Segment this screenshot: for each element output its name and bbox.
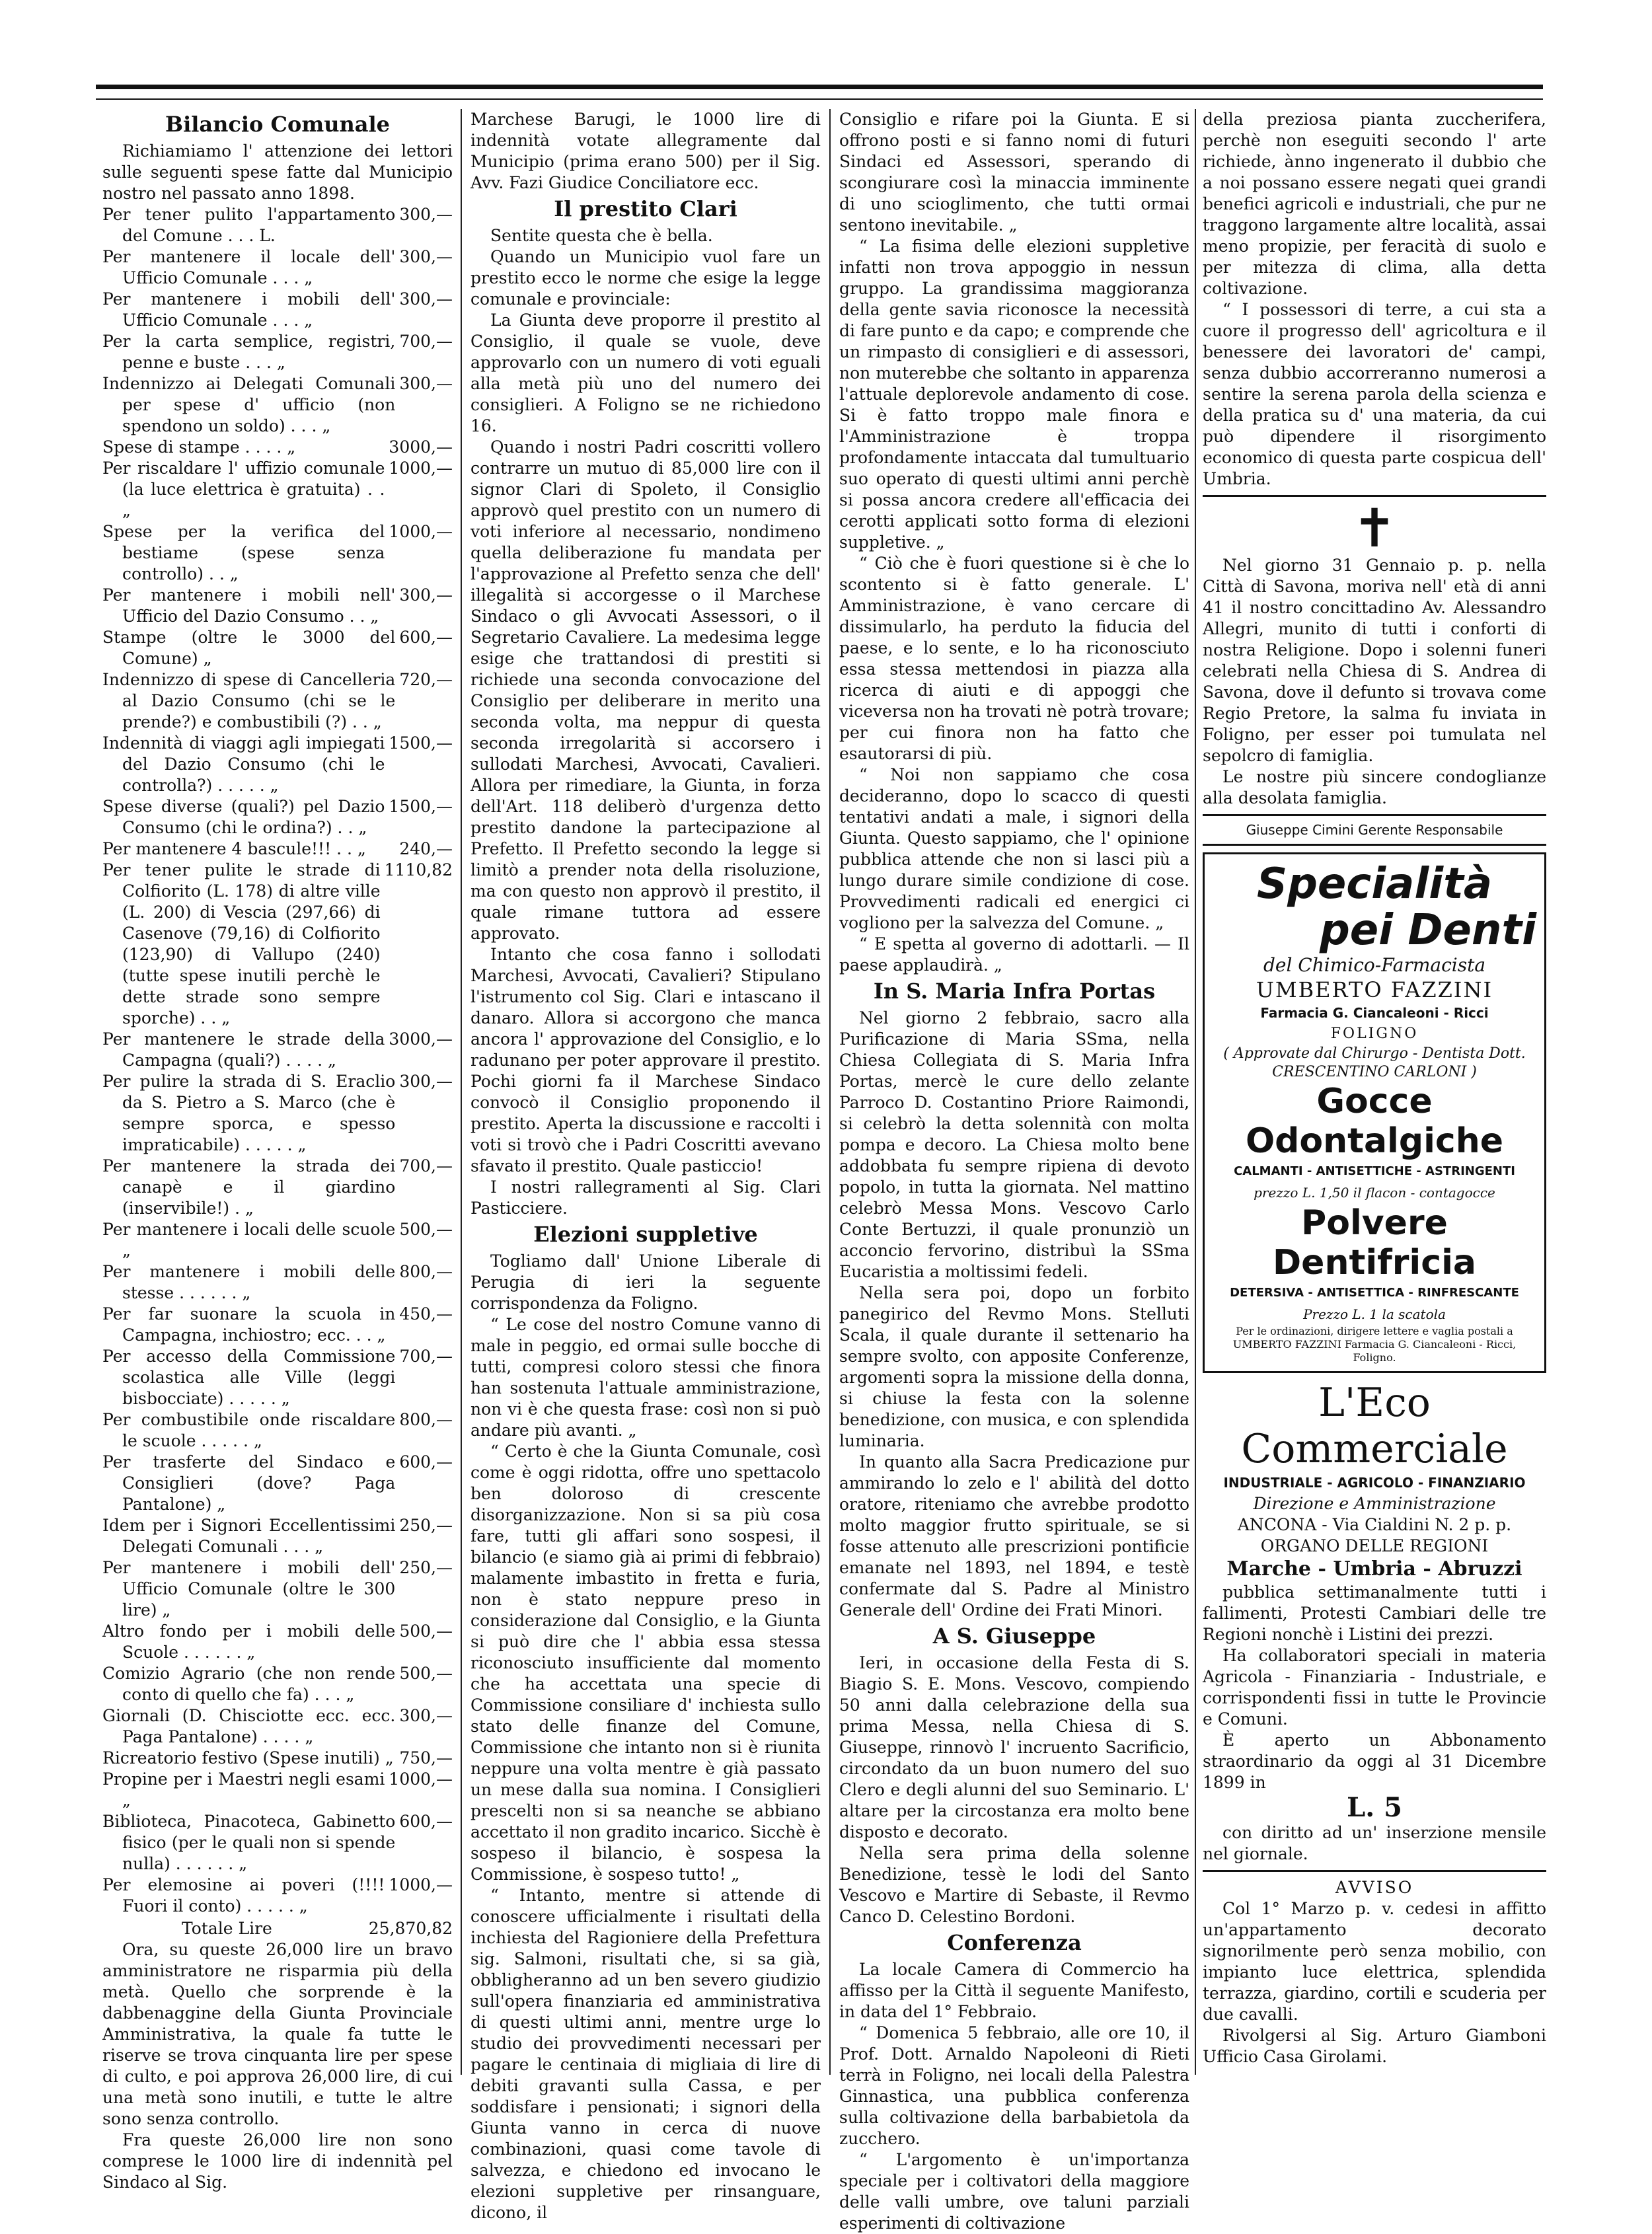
expense-value: 300,— xyxy=(399,585,453,605)
paragraph: Consiglio e rifare poi la Giunta. E si offrono posti e si fanno nomi di futuri Sindaci ed Assessori, sperando di scongiurare così la minaccia imminente di uno scioglimento, che tutti ormai sentono inevitabile. „ xyxy=(839,110,1189,235)
expense-row xyxy=(102,331,453,373)
eco-price: L. 5 xyxy=(1347,1792,1402,1823)
expense-text: Per mantenere i mobili dell' Ufficio Comunale . . . „ xyxy=(102,289,396,330)
expense-value: 500,— xyxy=(399,1664,453,1683)
expense-value: 700,— xyxy=(399,1347,453,1366)
expense-text: Stampe (oltre le 3000 del Comune) „ xyxy=(102,628,396,668)
article-title: A S. Giuseppe xyxy=(932,1623,1096,1649)
eco-commerciale xyxy=(1203,1380,1546,1865)
paragraph: Nella sera prima della solenne Benedizione, tessè le lodi del Santo Vescovo e Martire di Sebaste, il Revmo Canco D. Celestino Bordoni. xyxy=(839,1843,1189,1926)
expense-row xyxy=(102,1875,453,1917)
expense-text: Per mantenere le strade della Campagna (quali?) . . . . „ xyxy=(102,1029,385,1070)
ad-title: pei Denti xyxy=(1319,906,1536,955)
article-title: In S. Maria Infra Portas xyxy=(873,979,1156,1004)
expense-row xyxy=(102,1811,453,1875)
expense-text: Indennizzo ai Delegati Comunali per spese d' ufficio (non spendono un soldo) . . . „ xyxy=(102,374,396,435)
expense-text: Per mantenere 4 bascule!!! . . „ xyxy=(102,839,366,858)
expense-value: 500,— xyxy=(399,1220,453,1239)
article-title: Elezioni suppletive xyxy=(533,1222,758,1247)
expense-value: 1110,82 xyxy=(384,860,453,879)
paragraph: Quando un Municipio vuol fare un prestito ecco le norme che esige la legge comunale e provinciale: xyxy=(470,247,821,309)
expense-value: 3000,— xyxy=(389,1029,453,1049)
expense-text: Per mantenere i locali delle scuole „ xyxy=(102,1220,396,1260)
divider xyxy=(1203,814,1546,816)
expense-text: Comizio Agrario (che non rende conto di quello che fa) . . . „ xyxy=(102,1664,396,1704)
expense-text: Per far suonare la scuola in Campagna, inchiostro; ecc. . . „ xyxy=(102,1304,396,1345)
expense-value: 250,— xyxy=(399,1558,453,1577)
paragraph: della preziosa pianta zuccherifera, perchè non eseguiti secondo l' arte richiede, ànno ingenerato il dubbio che a noi possano essere negati quei grandi benefici agricoli e industriali, che pur ne traggono largamente altre località, assai meno propizie, per feracità di suolo e per mitezza di clima, alla detta coltivazione. xyxy=(1203,110,1546,298)
expense-row xyxy=(102,204,453,246)
expense-row xyxy=(102,1748,453,1769)
expense-value: 300,— xyxy=(399,1706,453,1725)
expense-text: Per trasferte del Sindaco e Consiglieri (dove? Paga Pantalone) „ xyxy=(102,1452,396,1514)
expense-row xyxy=(102,246,453,289)
obituary: Nel giorno 31 Gennaio p. p. nella Città di Savona, moriva nell' età di anni 41 il nostro concittadino Av. Alessandro Allegri, munito di tutti i conforti di nostra Religione. Dopo i solenni funeri celebrati nella Chiesa di S. Andrea di Savona, dove il defunto si trovava come Regio Pretore, la salma fu inviata in Foligno, per esser poi tumulata nel sepolcro di famiglia. xyxy=(1203,556,1546,765)
expense-value: 1500,— xyxy=(389,797,453,816)
paragraph: Rivolgersi al Sig. Arturo Giamboni Ufficio Casa Girolami. xyxy=(1203,2026,1546,2066)
eco-title: L'Eco Commerciale xyxy=(1241,1380,1508,1472)
paragraph: La locale Camera di Commercio ha affisso per la Città il seguente Manifesto, in data del 1° Febbraio. xyxy=(839,1960,1189,2021)
article-title: Conferenza xyxy=(947,1930,1082,1955)
expense-value: 800,— xyxy=(399,1410,453,1429)
expense-text: Giornali (D. Chisciotte ecc. ecc. Paga Pantalone) . . . . „ xyxy=(102,1706,396,1746)
expense-row xyxy=(102,521,453,585)
expense-text: Per pulire la strada di S. Eraclio da S. Pietro a S. Marco (che è sempre sporca, e spesso impraticabile) . . . . . „ xyxy=(102,1072,396,1154)
expense-list xyxy=(102,204,453,1917)
expense-row xyxy=(102,1156,453,1219)
expense-value: 240,— xyxy=(399,839,453,858)
ad-line: DETERSIVA - ANTISETTICA - RINFRESCANTE xyxy=(1230,1286,1519,1300)
expense-text: Propine per i Maestri negli esami „ xyxy=(102,1769,385,1810)
expense-text: Per tener pulito l'appartamento del Comune . . . L. xyxy=(102,205,396,245)
column-cronaca xyxy=(839,109,1189,2233)
expense-text: Per mantenere i mobili nell' Ufficio del Dazio Consumo . . „ xyxy=(102,585,396,626)
column-divider xyxy=(829,109,831,2075)
expense-value: 300,— xyxy=(399,289,453,309)
expense-text: Biblioteca, Pinacoteca, Gabinetto fisico (per le quali non si spende nulla) . . . . . . „ xyxy=(102,1812,396,1873)
paragraph: Nella sera poi, dopo un forbito panegirico del Revmo Mons. Stelluti Scala, il quale durante il settenario ha sempre svolto, con apposite Conferenze, argomenti sopra la missione della donna, si chiuse la festa con la solenne benedizione, con musica, e con splendida luminaria. xyxy=(839,1283,1189,1450)
expense-text: Indennità di viaggi agli impiegati del Dazio Consumo (chi le controlla?) . . . . . „ xyxy=(102,733,385,795)
ad-line: FOLIGNO xyxy=(1330,1025,1419,1042)
paragraph: I nostri rallegramenti al Sig. Clari Pasticciere. xyxy=(470,1177,821,1218)
paragraph: Quando i nostri Padri coscritti vollero contrarre un mutuo di 85,000 lire con il signor Clari di Spoleto, il Consiglio approvò quel prestito con un numero di voti inferiore al necessario, nondimeno quella deliberazione fu mandata per l'approvazione al Prefetto senza che dell' illegalità si accorgesse o il Marchese Sindaco o gli Avvocati Assessori, o il Segretario Cavaliere. La medesima legge esige che trattandosi di prestiti si richiede una seconda convocazione del Consiglio per deliberare in merito una seconda volta, ma neppur di questa seconda irregolarità si accorsero i sullodati Marchesi, Avvocati, Cavalieri. Allora per rimediare, la Giunta, in forza dell'Art. 118 deliberò d'urgenza detto prestito dandone la partecipazione al Prefetto. Il Prefetto secondo la legge si limitò a prender nota della risoluzione, ma con questo non approvò il prestito, il quale rimane tuttora ad essere approvato. xyxy=(470,437,821,943)
eco-addr: ANCONA - Via Cialdini N. 2 p. p. xyxy=(1237,1515,1512,1534)
expense-value: 300,— xyxy=(399,205,453,224)
expense-row xyxy=(102,1452,453,1515)
expense-value: 720,— xyxy=(399,670,453,689)
ad-line: Farmacia G. Ciancaleoni - Ricci xyxy=(1260,1005,1489,1021)
total-value: 25,870,82 xyxy=(368,1919,453,1938)
ad-line: UMBERTO FAZZINI xyxy=(1256,977,1493,1002)
paragraph: Col 1° Marzo p. v. cedesi in affitto un'appartamento decorato signorilmente però senza mobilio, con impianto luce elettrica, splendida terrazza, giardino, cortili e scuderia per due cavalli. xyxy=(1203,1899,1546,2024)
expense-text: Per mantenere il locale dell' Ufficio Comunale . . . „ xyxy=(102,247,396,287)
expense-text: Per mantenere i mobili dell' Ufficio Comunale (oltre le 300 lire) „ xyxy=(102,1558,396,1620)
paragraph: “ I possessori di terre, a cui sta a cuore il progresso dell' agricoltura e il benessere dei lavoratori de' campi, senza dubbio accorreranno numerosi a sentire la serena parola della scienza e della pratica su d' una materia, da cui può dipendere il risorgimento economico di questa parte cospicua dell' Umbria. xyxy=(1203,300,1546,488)
paragraph: È aperto un Abbonamento straordinario da oggi al 31 Dicembre 1899 in xyxy=(1203,1731,1546,1792)
expense-row xyxy=(102,860,453,1029)
expense-row xyxy=(102,289,453,331)
expense-value: 450,— xyxy=(399,1304,453,1323)
paragraph: Fra queste 26,000 lire non sono comprese le 1000 lire di indennità pel Sindaco al Sig. xyxy=(102,2130,453,2192)
expense-row xyxy=(102,1219,453,1261)
total-label: Totale Lire xyxy=(182,1919,272,1938)
expense-row xyxy=(102,1409,453,1452)
expense-text: Per riscaldare l' uffizio comunale (la luce elettrica è gratuita) . . „ xyxy=(102,459,385,520)
paragraph: Sentite questa che è bella. xyxy=(490,226,713,245)
expense-text: Per accesso della Commissione scolastica alle Ville (leggi bisbocciate) . . . . . „ xyxy=(102,1347,396,1408)
ad-line: del Chimico-Farmacista xyxy=(1263,954,1486,976)
expense-row xyxy=(102,1261,453,1304)
expense-row xyxy=(102,838,453,860)
paragraph: Togliamo dall' Unione Liberale di Perugia di ieri la seguente corrispondenza da Foligno. xyxy=(470,1251,821,1313)
top-rule xyxy=(96,85,1543,100)
divider xyxy=(1203,1870,1546,1872)
expense-row xyxy=(102,1705,453,1748)
paragraph: pubblica settimanalmente tutti i fallimenti, Protesti Cambiari delle tre Regioni nonchè i Listini dei prezzi. xyxy=(1203,1582,1546,1644)
expense-value: 300,— xyxy=(399,1072,453,1091)
expense-text: Per tener pulite le strade di Colfiorito (L. 178) di altre ville (L. 200) di Vescia (297,66) di Casenove (79,16) di Colfiorito (123,90) di Vallupo (240) (tutte spese inutili perchè le dette strade sono sempre sporche) . . „ xyxy=(102,860,381,1027)
divider xyxy=(1203,495,1546,497)
paragraph: “ Noi non sappiamo che cosa decideranno, dopo lo scacco di questi tentativi andati a male, i signori della Giunta. Questo sappiamo, che l' opinione pubblica attende che non si lasci più a lungo durare simile condizione di cose. Provvedimenti radicali ed energici ci vogliono per la salvezza del Comune. „ xyxy=(839,765,1189,932)
ad-line: Per le ordinazioni, dirigere lettere e vaglia postali a UMBERTO FAZZINI Farmacia G. Ciancaleoni - Ricci, Foligno. xyxy=(1232,1325,1517,1364)
expense-value: 600,— xyxy=(399,1452,453,1471)
expense-value: 1000,— xyxy=(389,1769,453,1789)
gerente-line: Giuseppe Cimini Gerente Responsabile xyxy=(1246,822,1503,838)
cross-icon: ✝ xyxy=(1352,498,1397,559)
paragraph: Ha collaboratori speciali in materia Agricola - Finanziaria - Industriale, e corrispondenti fissi in tutte le Provincie e Comuni. xyxy=(1203,1646,1546,1729)
ad-line: prezzo L. 1,50 il flacon - contagocce xyxy=(1254,1185,1495,1201)
paragraph: In quanto alla Sacra Predicazione pur ammirando lo zelo e l' abilità del dotto oratore, riteniamo che avrebbe prodotto molto maggior frutto spirituale, se si fosse attenuto alle prescrizioni pontificie emanate nel 1893, nel 1894, e testè confermate dal S. Padre al Ministro Generale dell' Ordine dei Frati Minori. xyxy=(839,1452,1189,1620)
expense-row xyxy=(102,1029,453,1071)
expense-text: Per mantenere i mobili delle stesse . . . . . . „ xyxy=(102,1262,396,1302)
paragraph: “ Certo è che la Giunta Comunale, così come è oggi ridotta, offre uno spettacolo ben doloroso di crescente disorganizzazione. Non si sa più cosa fare, tutti gli affari sono sospesi, il bilancio (e siamo già ai primi di febbraio) malamente imbastito in fretta e furia, non è stato neppure preso in considerazione dal Consiglio, e la Giunta si può dire che l' abbia essa stessa riconosciuto insufficiente dal momento che ha accettata una specie di Commissione consiliare d' inchiesta sullo stato delle finanze del Comune, Commissione che intanto non si è riunita neppure una volta mentre è già passato un mese dalla sua nomina. I Consiglieri prescelti non si sa neanche se abbiano accettato il non gradito incarico. Sicchè è sospeso il bilancio, è sospesa la Commissione, è sospeso tutto! „ xyxy=(470,1442,821,1884)
ad-line: CALMANTI - ANTISETTICHE - ASTRINGENTI xyxy=(1234,1164,1515,1178)
paragraph: “ Intanto, mentre si attende di conoscere ufficialmente i risultati della inchiesta del Ragioniere della Prefettura sig. Salmoni, risultati che, si sa già, obbligheranno ad un ben severo giudizio sull'opera finanziaria ed amministrativa di questi ultimi anni, mentre urge lo studio dei provvedimenti necessari per pagare le centinaia di migliaia di lire di debiti gravanti sulla Cassa, e per soddisfare i pensionati; i signori della Giunta vanno in cerca di nuove combinazioni, quasi come tavole di salvezza, e chiedono ed invocano le elezioni suppletive per rinsanguare, dicono, il xyxy=(470,1886,821,2222)
paragraph: “ Domenica 5 febbraio, alle ore 10, il Prof. Dott. Arnaldo Napoleoni di Rieti terrà in Foligno, nei locali della Palestra Ginnastica, una pubblica conferenza sulla coltivazione della barbabietola da zucchero. xyxy=(839,2023,1189,2148)
expense-value: 600,— xyxy=(399,628,453,647)
expense-value: 600,— xyxy=(399,1812,453,1831)
expense-row xyxy=(102,1515,453,1557)
expense-value: 1500,— xyxy=(389,733,453,753)
avviso xyxy=(1203,1877,1546,2067)
expense-row xyxy=(102,669,453,733)
divider xyxy=(1203,844,1546,846)
ad-heading: Gocce Odontalgiche xyxy=(1245,1082,1504,1161)
expense-row xyxy=(102,1769,453,1811)
expense-value: 300,— xyxy=(399,374,453,393)
paragraph: Ora, su queste 26,000 lire un bravo amministratore ne risparmia più della metà. Quello che sorprende è la dabbenaggine della Giunta Provinciale Amministrativa, la quale fa tutte le riserve se trova cinquanta lire per spese di culto, e poi approva 26,000 lire, di cui una metà sono inutili, e tutte le altre sono senza controllo. xyxy=(102,1940,453,2128)
expense-value: 3000,— xyxy=(389,437,453,457)
expense-row xyxy=(102,373,453,437)
avviso-title: AVVISO xyxy=(1335,1878,1414,1897)
expense-text: Per la carta semplice, registri, penne e buste . . . „ xyxy=(102,332,396,372)
paragraph: Le nostre più sincere condoglianze alla desolata famiglia. xyxy=(1203,767,1546,807)
expense-row xyxy=(102,733,453,796)
article-title: Bilancio Comunale xyxy=(165,112,390,137)
expense-text: Ricreatorio festivo (Spese inutili) „ xyxy=(102,1748,394,1768)
ad-line: ( Approvate dal Chirurgo - Dentista Dott. CRESCENTINO CARLONI ) xyxy=(1223,1045,1526,1080)
paragraph: “ Le cose del nostro Comune vanno di male in peggio, ed ormai sulle bocche di tutti, compresi coloro stessi che finora han sostenuta l'attuale amministrazione, non vi è che questa frase: così non si può andare più avanti. „ xyxy=(470,1315,821,1440)
paragraph: Nel giorno 2 febbraio, sacro alla Purificazione di Maria SSma, nella Chiesa Collegiata di S. Maria Infra Portas, mercè le cure dello zelante Parroco D. Costantino Priore Raimondi, si celebrò la detta solennità con molta pompa e decoro. La Chiesa molto bene addobbata fu sempre ripiena di devoto popolo, in tutta la giornata. Nel mattino celebrò Messa Mons. Vescovo Carlo Conte Bertuzzi, il quale pronunziò un acconcio fervorino, distribuì la SSma Eucaristia a moltissimi fedeli. xyxy=(839,1008,1189,1281)
ad-heading: Polvere Dentifricia xyxy=(1273,1203,1476,1283)
paragraph: Marchese Barugi, le 1000 lire di indennità votate allegramente dal Municipio (prima erano 500) per il Sig. Avv. Fazi Giudice Conciliatore ecc. xyxy=(470,110,821,192)
paragraph: con diritto ad un' inserzione mensile nel giornale. xyxy=(1203,1823,1546,1863)
column-prestito xyxy=(470,109,821,2222)
eco-organo: ORGANO DELLE REGIONI xyxy=(1260,1536,1489,1555)
paragraph: Intanto che cosa fanno i sollodati Marchesi, Avvocati, Cavalieri? Stipulano l'istrumento col Sig. Clari e intascano il danaro. Allora si accorgono che manca ancora l' approvazione del Consiglio, e lo radunano per poter approvare il prestito. Pochi giorni fa il Marchese Sindaco convocò il Consiglio proponendo il prestito. Aperta la discussione e raccolti i voti si trovò che i Padri Coscritti avevano sfavato il prestito. Quale pasticcio! xyxy=(470,945,821,1175)
expense-value: 1000,— xyxy=(389,1875,453,1894)
expense-row xyxy=(102,585,453,627)
expense-text: Indennizzo di spese di Cancelleria al Dazio Consumo (chi se le prende?) e combustibili (?) . . „ xyxy=(102,670,396,731)
ad-title: Specialità xyxy=(1256,860,1493,909)
column-divider xyxy=(1195,109,1196,2075)
paragraph: “ La fisima delle elezioni suppletive infatti non trova appoggio in nessun gruppo. La grandissima maggioranza della gente savia riconosce la necessità di fare punto e da capo; e comprende che un rimpasto di consiglieri e di assessori, non muterebbe che soltanto in apparenza l'attuale deplorevole andamento di cose. Si è fatto troppo male finora e l'Amministrazione è troppa profondamente intaccata dal tumultuario suo operato di questi ultimi anni perchè si possa ancora credere all'efficacia dei cerotti applicati sotto forma di elezioni suppletive. „ xyxy=(839,237,1189,552)
expense-value: 700,— xyxy=(399,332,453,351)
expense-row xyxy=(102,1304,453,1346)
expense-value: 800,— xyxy=(399,1262,453,1281)
expense-row xyxy=(102,627,453,669)
expense-row xyxy=(102,1071,453,1156)
expense-row xyxy=(102,458,453,521)
column-divider xyxy=(461,109,462,2075)
paragraph: “ Ciò che è fuori questione si è che lo scontento si è fatto generale. L' Amministrazione, è vano cercare di dissimularlo, ha perduto la fiducia del paese, e lo sente, e lo ha riconosciuto essa stessa mettendosi in piazza alla ricerca di aiuti e di appoggi che viceversa non ha trovati nè potrà trovare; per cui finora non ha fatto che esautorarsi di più. xyxy=(839,554,1189,763)
eco-dir: Direzione e Amministrazione xyxy=(1253,1494,1496,1513)
expense-row xyxy=(102,796,453,838)
expense-value: 500,— xyxy=(399,1621,453,1641)
expense-value: 700,— xyxy=(399,1156,453,1175)
paragraph: Ieri, in occasione della Festa di S. Biagio S. E. Mons. Vescovo, compiendo 50 anni dalla celebrazione della sua prima Messa, nella Chiesa di S. Giuseppe, rinnovò l' incruento Sacrificio, circondato da un buon numero del suo Clero e degli alunni del suo Seminario. L' altare per la circostanza era molto bene disposto e decorato. xyxy=(839,1653,1189,1842)
expense-value: 300,— xyxy=(399,247,453,266)
expense-text: Per mantenere la strada dei canapè e il giardino (inservibile!) . „ xyxy=(102,1156,396,1218)
expense-row xyxy=(102,437,453,458)
column-annunci xyxy=(1203,109,1546,2075)
expense-value: 1000,— xyxy=(389,459,453,478)
paragraph: La Giunta deve proporre il prestito al Consiglio, il quale se vuole, deve approvarlo con un numero di voti eguali alla metà più uno del numero dei consiglieri. A Foligno se ne richiedono 16. xyxy=(470,311,821,435)
expense-value: 750,— xyxy=(399,1748,453,1768)
expense-text: Spese diverse (quali?) pel Dazio Consumo (chi le ordina?) . . „ xyxy=(102,797,385,837)
total-row xyxy=(102,1918,453,1939)
expense-text: Spese per la verifica del bestiame (spese senza controllo) . . „ xyxy=(102,522,385,583)
expense-row xyxy=(102,1557,453,1621)
expense-value: 1000,— xyxy=(389,522,453,541)
expense-text: Altro fondo per i mobili delle Scuole . . . . . . „ xyxy=(102,1621,396,1662)
expense-value: 250,— xyxy=(399,1516,453,1535)
column-bilancio xyxy=(102,109,453,2192)
eco-regioni: Marche - Umbria - Abruzzi xyxy=(1226,1557,1522,1581)
expense-text: Per combustibile onde riscaldare le scuole . . . . . „ xyxy=(102,1410,396,1450)
ad-line: Prezzo L. 1 la scatola xyxy=(1303,1306,1446,1322)
article-intro: Richiamiamo l' attenzione dei lettori sulle seguenti spese fatte dal Municipio nostro nel passato anno 1898. xyxy=(102,141,453,203)
article-title: Il prestito Clari xyxy=(554,196,737,221)
expense-row xyxy=(102,1663,453,1705)
expense-text: Spese di stampe . . . . „ xyxy=(102,437,296,457)
expense-row xyxy=(102,1346,453,1409)
eco-sub: INDUSTRIALE - AGRICOLO - FINANZIARIO xyxy=(1223,1475,1526,1491)
expense-text: Per elemosine ai poveri (!!!! Fuori il conto) . . . . . „ xyxy=(102,1875,385,1916)
paragraph: “ L'argomento è un'importanza speciale per i coltivatori della maggiore delle valli umbre, ove taluni parziali esperimenti di coltivazione xyxy=(839,2150,1189,2233)
advertisement-fazzini xyxy=(1203,852,1546,1373)
paragraph: “ E spetta al governo di adottarli. — Il paese applaudirà. „ xyxy=(839,934,1189,975)
expense-text: Idem per i Signori Eccellentissimi Delegati Comunali . . . „ xyxy=(102,1516,396,1556)
expense-row xyxy=(102,1621,453,1663)
